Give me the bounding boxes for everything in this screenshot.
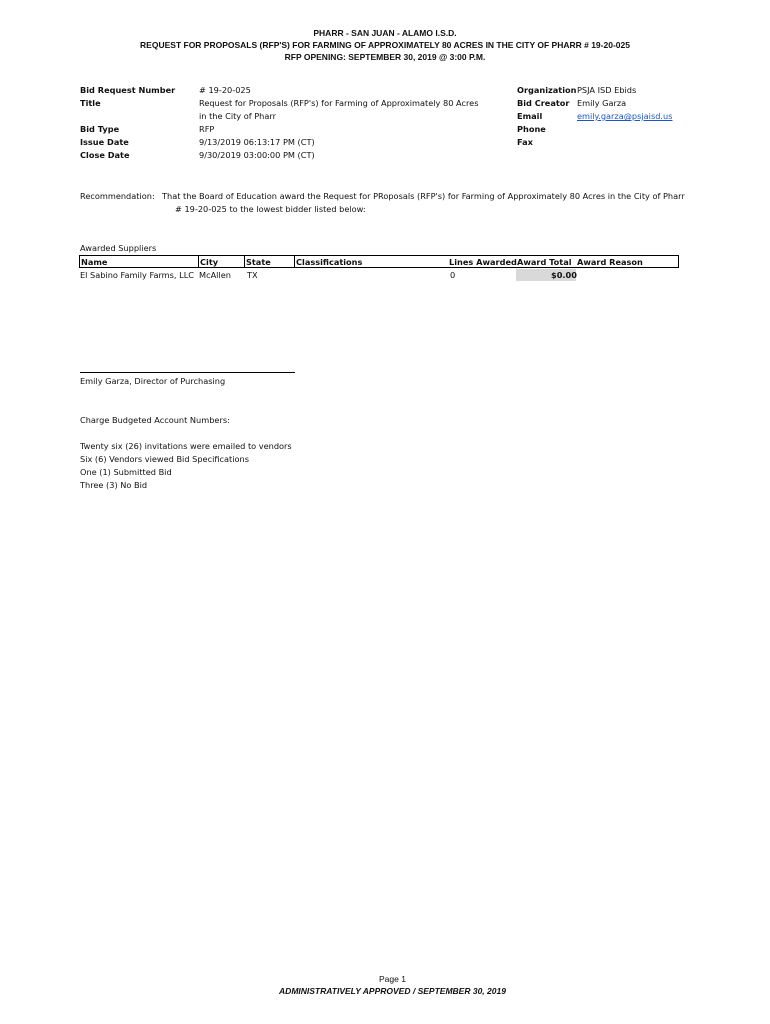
supplier-city: McAllen bbox=[199, 270, 231, 280]
email-link[interactable]: emily.garza@psjaisd.us bbox=[577, 111, 673, 121]
approval-stamp: ADMINISTRATIVELY APPROVED / SEPTEMBER 30, 2019 bbox=[279, 986, 506, 996]
issue-date-value: 9/13/2019 06:13:17 PM (CT) bbox=[199, 137, 315, 147]
rfp-opening: RFP OPENING: SEPTEMBER 30, 2019 @ 3:00 P.M. bbox=[284, 52, 486, 62]
col-classifications: Classifications bbox=[296, 257, 363, 267]
title-value-line1: Request for Proposals (RFP's) for Farming of Approximately 80 Acres bbox=[199, 98, 479, 108]
note-submitted: One (1) Submitted Bid bbox=[80, 467, 172, 477]
title-value-line2: in the City of Pharr bbox=[199, 111, 276, 121]
col-state: State bbox=[246, 257, 271, 267]
title-label: Title bbox=[80, 98, 101, 108]
supplier-name: El Sabino Family Farms, LLC bbox=[80, 270, 194, 280]
signature-name: Emily Garza, Director of Purchasing bbox=[80, 376, 226, 386]
col-lines-awarded: Lines Awarded bbox=[449, 257, 517, 267]
col-name: Name bbox=[81, 257, 108, 267]
bid-creator-value: Emily Garza bbox=[577, 98, 627, 108]
note-viewed: Six (6) Vendors viewed Bid Specifications bbox=[80, 454, 249, 464]
note-no-bid: Three (3) No Bid bbox=[80, 480, 148, 490]
recommendation-label: Recommendation: bbox=[80, 191, 155, 201]
awarded-suppliers-title: Awarded Suppliers bbox=[80, 243, 157, 253]
bid-number-value: # 19-20-025 bbox=[199, 85, 251, 95]
charge-budget-label: Charge Budgeted Account Numbers: bbox=[80, 415, 230, 425]
issue-date-label: Issue Date bbox=[80, 137, 129, 147]
supplier-award-total: $0.00 bbox=[551, 270, 577, 280]
col-award-total: Award Total bbox=[517, 257, 572, 267]
fax-label: Fax bbox=[517, 137, 533, 147]
close-date-value: 9/30/2019 03:00:00 PM (CT) bbox=[199, 150, 315, 160]
supplier-lines-awarded: 0 bbox=[450, 270, 456, 280]
col-award-reason: Award Reason bbox=[577, 257, 643, 267]
bid-type-value: RFP bbox=[199, 124, 215, 134]
phone-label: Phone bbox=[517, 124, 546, 134]
recommendation-line2: # 19-20-025 to the lowest bidder listed below: bbox=[175, 204, 366, 214]
email-label: Email bbox=[517, 111, 543, 121]
organization-value: PSJA ISD Ebids bbox=[577, 85, 637, 95]
col-city: City bbox=[200, 257, 219, 267]
district-title: PHARR - SAN JUAN - ALAMO I.S.D. bbox=[313, 28, 457, 38]
bid-number-label: Bid Request Number bbox=[80, 85, 176, 95]
bid-type-label: Bid Type bbox=[80, 124, 120, 134]
bid-creator-label: Bid Creator bbox=[517, 98, 570, 108]
note-invitations: Twenty six (26) invitations were emailed to vendors bbox=[80, 441, 292, 451]
signature-line bbox=[80, 372, 295, 373]
organization-label: Organization bbox=[517, 85, 577, 95]
close-date-label: Close Date bbox=[80, 150, 130, 160]
awarded-suppliers-header bbox=[79, 255, 679, 268]
recommendation-line1: That the Board of Education award the Request for PRoposals (RFP's) for Farming of Approximately 80 Acres in the City of Pharr bbox=[162, 191, 685, 201]
rfp-title: REQUEST FOR PROPOSALS (RFP'S) FOR FARMING OF APPROXIMATELY 80 ACRES IN THE CITY OF PHARR # 19-20-025 bbox=[140, 40, 630, 50]
supplier-state: TX bbox=[247, 270, 258, 280]
page-number: Page 1 bbox=[379, 974, 406, 984]
